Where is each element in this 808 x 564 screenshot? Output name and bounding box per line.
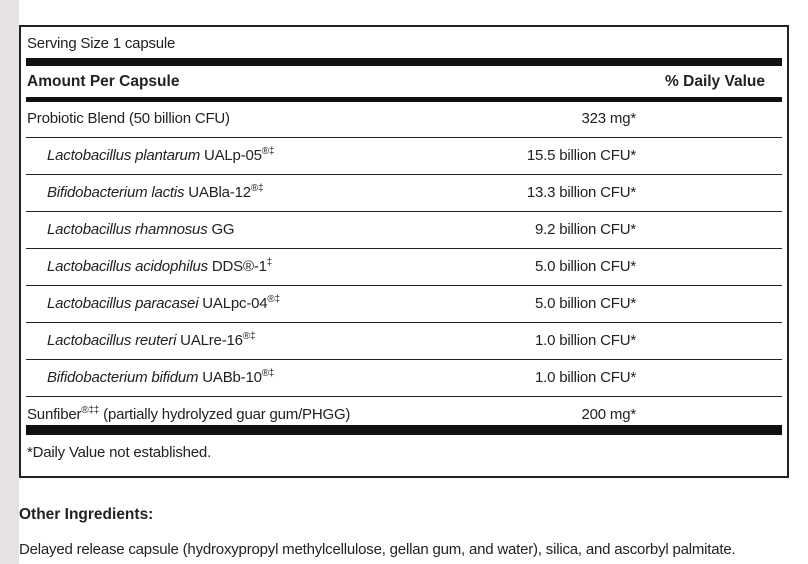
ingredient-row-probiotic-blend: [26, 101, 782, 138]
ingredient-row-l-rhamnosus: [26, 212, 782, 249]
ingredient-mark: ®‡: [261, 146, 275, 157]
ingredient-mark: ®‡: [250, 183, 264, 194]
ingredient-row-l-paracasei: [26, 286, 782, 323]
ingredient-strain: UALre-16: [176, 332, 243, 349]
ingredient-strain: GG: [207, 221, 235, 238]
ingredient-species: Lactobacillus paracasei: [47, 295, 199, 312]
ingredient-row-b-lactis: [26, 175, 782, 212]
thick-divider-top: [26, 58, 782, 66]
ingredient-amount: 323 mg*: [581, 110, 636, 127]
ingredient-strain: UABla-12: [184, 184, 251, 201]
ingredient-name: Sunfiber: [27, 406, 82, 423]
ingredient-row-l-acidophilus: [26, 249, 782, 286]
ingredient-mark: ®‡: [261, 368, 275, 379]
daily-value-footnote: *Daily Value not established.: [27, 444, 212, 461]
ingredient-strain: (partially hydrolyzed guar gum/PHGG): [99, 406, 351, 423]
thick-divider-bottom: [26, 425, 782, 435]
daily-value-header: % Daily Value: [665, 73, 765, 90]
ingredient-rows: [26, 101, 782, 433]
other-ingredients-text: Delayed release capsule (hydroxypropyl methylcellulose, gellan gum, and water), silica, and ascorbyl palmitate.: [19, 541, 736, 558]
ingredient-species: Lactobacillus reuteri: [47, 332, 177, 349]
ingredient-strain: UALpc-04: [198, 295, 268, 312]
ingredient-amount: 13.3 billion CFU*: [526, 184, 636, 201]
ingredient-mark: ‡: [266, 257, 273, 268]
ingredient-species: Lactobacillus acidophilus: [47, 258, 208, 275]
ingredient-amount: 1.0 billion CFU*: [534, 332, 636, 349]
ingredient-amount: 1.0 billion CFU*: [534, 369, 636, 386]
ingredient-species: Bifidobacterium bifidum: [47, 369, 199, 386]
ingredient-amount: 9.2 billion CFU*: [534, 221, 636, 238]
ingredient-species: Lactobacillus rhamnosus: [47, 221, 208, 238]
supplement-facts-label: [19, 25, 789, 478]
ingredient-strain: DDS®-1: [207, 258, 267, 275]
ingredient-mark: ®‡‡: [81, 405, 100, 416]
ingredient-strain: UABb-10: [198, 369, 262, 386]
ingredient-amount: 5.0 billion CFU*: [534, 295, 636, 312]
serving-size: Serving Size 1 capsule: [27, 35, 176, 52]
ingredient-species: Bifidobacterium lactis: [47, 184, 185, 201]
ingredient-strain: UALp-05: [200, 147, 262, 164]
ingredient-species: Lactobacillus plantarum: [47, 147, 200, 164]
ingredient-mark: ®‡: [242, 331, 256, 342]
amount-per-capsule-header: Amount Per Capsule: [27, 73, 180, 90]
ingredient-row-l-reuteri: [26, 323, 782, 360]
ingredient-name: Probiotic Blend (50 billion CFU): [27, 110, 230, 127]
ingredient-amount: 200 mg*: [581, 406, 636, 423]
ingredient-row-b-bifidum: [26, 360, 782, 397]
ingredient-row-l-plantarum: [26, 138, 782, 175]
ingredient-amount: 15.5 billion CFU*: [526, 147, 636, 164]
ingredient-mark: ®‡: [267, 294, 280, 305]
ingredient-amount: 5.0 billion CFU*: [534, 258, 636, 275]
other-ingredients-title: Other Ingredients:: [19, 506, 154, 523]
